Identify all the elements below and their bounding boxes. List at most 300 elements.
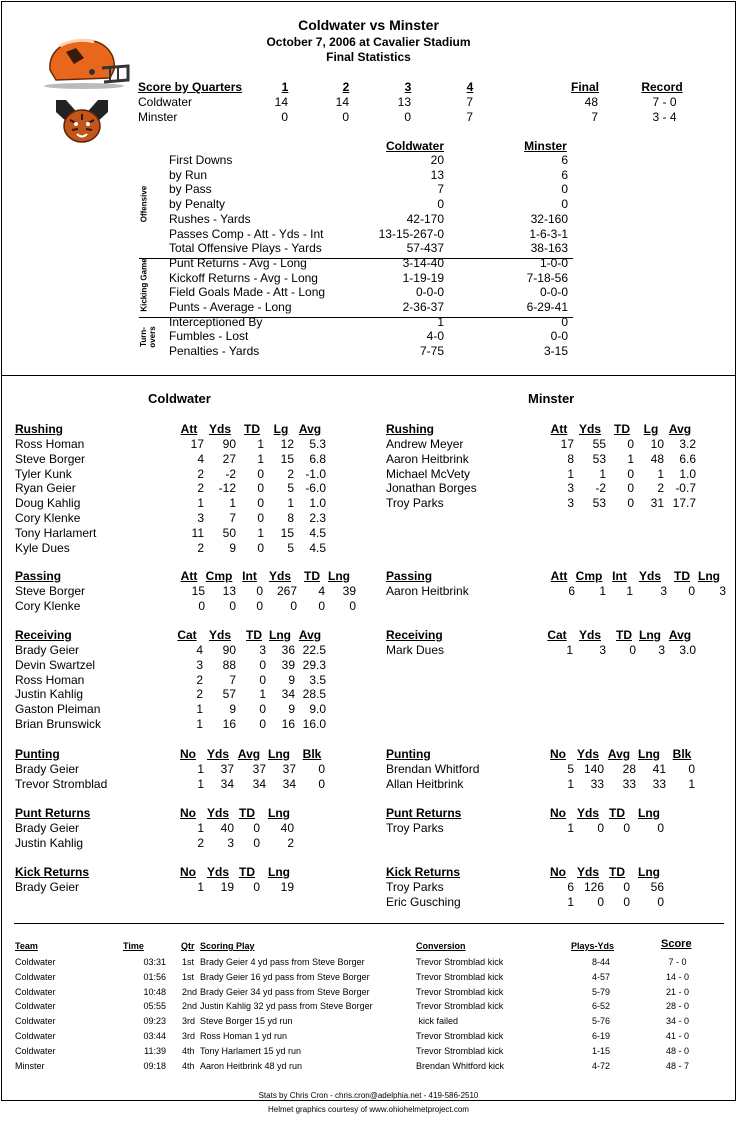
- player-stat: 40: [220, 821, 234, 835]
- player-stat: 126: [583, 880, 604, 894]
- team-stat-label: Rushes - Yards: [169, 211, 251, 226]
- team-stat-label: Punts - Average - Long: [169, 300, 292, 314]
- player-stat: 1: [599, 466, 606, 481]
- player-stat: 0: [318, 598, 325, 613]
- scoring-time: 11:39: [144, 1045, 166, 1056]
- stat-column-header: Lng: [638, 806, 660, 820]
- stat-column-header: Avg: [668, 628, 692, 642]
- player-stat: 17: [190, 437, 204, 451]
- stat-column-header: No: [180, 747, 196, 761]
- player-stat: 140: [583, 762, 604, 776]
- final-score: 7: [591, 110, 598, 124]
- player-stat: 3: [227, 835, 234, 850]
- player-stat: 17: [560, 437, 574, 451]
- player-stat: 1: [626, 584, 633, 598]
- player-stat: 36: [281, 643, 295, 657]
- quarter-1-header: 1: [281, 80, 289, 94]
- player-stat: 5: [287, 481, 294, 496]
- scoring-quarter: 4th: [182, 1045, 195, 1056]
- team-stat-away: 1-6-3-1: [529, 226, 568, 241]
- scoring-score: 7 - 0: [668, 957, 687, 967]
- player-stat: 0: [627, 481, 634, 496]
- stat-column-header: Avg: [668, 422, 692, 436]
- player-name: Kyle Dues: [15, 540, 70, 555]
- team-stat-away: 0-0: [550, 329, 568, 344]
- player-stat: 16.0: [302, 717, 326, 731]
- scoring-play: Brady Geier 34 yd pass from Steve Borger: [200, 986, 370, 997]
- player-stat: 2: [197, 540, 204, 555]
- player-name: Cory Klenke: [15, 511, 81, 525]
- scoring-quarter: 4th: [182, 1060, 195, 1071]
- team-stat-group-label: Offensive: [138, 186, 148, 223]
- stat-column-header: Yds: [206, 806, 229, 820]
- player-stat: 9: [229, 540, 236, 555]
- player-stat: 0: [259, 672, 266, 687]
- player-name: Devin Swartzel: [15, 657, 96, 672]
- team-stat-away: 0: [561, 314, 568, 329]
- team-stat-away: 6: [561, 153, 568, 167]
- player-stat: 41: [652, 762, 666, 776]
- player-stat: 0: [257, 511, 264, 525]
- team-stat-label: Passes Comp - Att - Yds - Int: [169, 226, 324, 241]
- team-stat-home: 2-36-37: [402, 300, 444, 314]
- stat-column-header: Att: [550, 569, 568, 583]
- stat-column-header: Avg: [298, 628, 322, 642]
- scoring-play: Tony Harlamert 15 yd run: [200, 1045, 302, 1056]
- player-stat: 267: [276, 584, 297, 598]
- scoring-play: Ross Homan 1 yd run: [200, 1031, 288, 1041]
- stat-column-header: Avg: [298, 422, 322, 436]
- player-stat: 3: [197, 511, 204, 525]
- team-record: 7 - 0: [652, 95, 677, 109]
- stat-column-header: Cmp: [205, 569, 233, 583]
- team-stat-home: 1: [437, 314, 444, 329]
- player-name: Brady Geier: [15, 821, 80, 835]
- player-stat: 2: [287, 466, 294, 481]
- scoring-score: 48 - 7: [665, 1060, 689, 1071]
- player-stat: 3: [658, 643, 665, 657]
- footer-helmet-credit: Helmet graphics courtesy of www.ohiohelmetproject.com: [268, 1105, 469, 1114]
- player-name: Aaron Heitbrink: [386, 451, 469, 466]
- player-name: Mark Dues: [386, 643, 445, 657]
- scoring-play: Justin Kahlig 32 yd pass from Steve Borger: [200, 1001, 373, 1012]
- player-stat: 1: [567, 776, 574, 791]
- scoring-team: Coldwater: [15, 957, 56, 967]
- player-stat: 5.3: [309, 437, 326, 451]
- scoring-play: Aaron Heitbrink 48 yd run: [200, 1060, 303, 1071]
- player-stat: 12: [280, 437, 294, 451]
- player-stat: 2: [197, 835, 204, 850]
- scoring-conversion: Trevor Stromblad kick: [416, 986, 504, 997]
- player-stat: 0: [198, 598, 205, 613]
- stat-column-header: Int: [612, 569, 627, 583]
- player-stat: 0: [688, 762, 695, 776]
- player-stat: 9: [229, 702, 236, 717]
- player-stat: 16: [222, 717, 236, 731]
- scoring-conversion: Trevor Stromblad kick: [416, 1045, 504, 1056]
- scoring-plays-yds: 5-79: [591, 986, 610, 997]
- player-stat: 34: [220, 776, 234, 791]
- scoring-header-plays-yds: Plays-Yds: [571, 941, 615, 951]
- player-name: Tony Harlamert: [15, 525, 97, 540]
- scoring-header-play: Scoring Play: [200, 941, 255, 951]
- page-title: Coldwater vs Minster: [298, 17, 439, 33]
- stat-section-title: Kick Returns: [386, 865, 461, 879]
- player-stat: 0: [629, 643, 636, 657]
- stat-column-header: Lng: [698, 569, 720, 583]
- player-stat: 3: [567, 496, 574, 511]
- player-stat: 0: [623, 880, 630, 894]
- stat-column-header: Lng: [638, 747, 660, 761]
- scoring-time: 09:23: [143, 1016, 166, 1027]
- player-stat: 0: [318, 776, 325, 791]
- player-stat: 1: [197, 776, 204, 791]
- player-stat: 56: [650, 880, 664, 894]
- team-stat-label: Penalties - Yards: [169, 344, 260, 359]
- team-stat-away: 3-15: [543, 344, 568, 359]
- team-stat-home: 3-14-40: [402, 255, 444, 270]
- scoring-score: 34 - 0: [665, 1016, 689, 1027]
- player-stat: 1: [567, 466, 574, 481]
- player-stat: 0: [253, 835, 260, 850]
- player-name: Justin Kahlig: [15, 835, 84, 850]
- player-stat: 5: [287, 540, 294, 555]
- team-stat-group-label: Kicking Game: [138, 258, 148, 312]
- player-stat: 3: [719, 584, 726, 598]
- player-stat: 10: [650, 437, 664, 451]
- player-stat: 6.8: [309, 451, 326, 466]
- player-stat: 0: [259, 717, 266, 731]
- team-stat-home: 0: [437, 197, 444, 212]
- stat-column-header: TD: [614, 422, 630, 436]
- scoring-conversion: Trevor Stromblad kick: [416, 1001, 504, 1012]
- player-stat: 4.5: [309, 525, 326, 540]
- stat-column-header: Yds: [576, 747, 599, 761]
- player-stat: 2: [197, 481, 204, 496]
- team-stat-label: Field Goals Made - Att - Long: [169, 285, 326, 300]
- player-name: Brady Geier: [15, 880, 80, 894]
- stat-column-header: TD: [239, 865, 255, 879]
- team-stat-home: 0-0-0: [415, 285, 444, 300]
- player-stat: 3.5: [309, 672, 326, 687]
- player-stat: 0: [627, 437, 634, 451]
- stat-column-header: Cmp: [575, 569, 603, 583]
- player-stat: 90: [222, 643, 236, 657]
- player-stat: 0: [349, 598, 356, 613]
- player-stat: 4: [197, 451, 204, 466]
- scoring-quarter: 3rd: [182, 1031, 196, 1041]
- scoring-score: 14 - 0: [665, 971, 689, 982]
- stat-column-header: Yds: [208, 422, 231, 436]
- scoring-conversion: Trevor Stromblad kick: [416, 1031, 504, 1041]
- scoring-plays-yds: 1-15: [591, 1045, 610, 1056]
- quarter-4-header: 4: [466, 80, 474, 94]
- scoring-plays-yds: 5-76: [591, 1016, 610, 1027]
- team-stat-label: by Run: [169, 167, 208, 182]
- team-stat-group-label: Turn- overs: [138, 326, 157, 348]
- player-stat: 3: [259, 643, 266, 657]
- stat-section-title: Rushing: [15, 422, 63, 436]
- stat-section-title: Kick Returns: [15, 865, 90, 879]
- stat-column-header: TD: [674, 569, 690, 583]
- player-stat: 0: [256, 584, 263, 598]
- player-stat: 0: [253, 880, 260, 894]
- player-stat: 88: [222, 657, 236, 672]
- team-stat-home: 57-437: [406, 241, 444, 256]
- stat-column-header: Yds: [576, 865, 599, 879]
- individual-left-team: Coldwater: [148, 391, 211, 406]
- player-stat: 3: [196, 657, 203, 672]
- player-stat: -2: [595, 481, 606, 496]
- player-stat: 1: [287, 496, 294, 511]
- player-stat: 2: [196, 687, 203, 702]
- player-stat: 0: [623, 894, 630, 909]
- player-stat: 5: [567, 762, 574, 776]
- stat-column-header: No: [550, 747, 566, 761]
- team-stat-label: Total Offensive Plays - Yards: [169, 241, 322, 256]
- scoring-play: Brady Geier 16 yd pass from Steve Borger: [200, 971, 370, 982]
- player-stat: 39: [281, 657, 295, 672]
- scoring-team: Coldwater: [15, 1031, 56, 1041]
- player-stat: 0: [597, 894, 604, 909]
- team-stat-label: Kickoff Returns - Avg - Long: [169, 270, 318, 285]
- footer-credit: Stats by Chris Cron - chris.cron@adelphia.net - 419-586-2510: [258, 1091, 479, 1100]
- scoring-team: Coldwater: [15, 986, 56, 997]
- player-stat: 0: [657, 821, 664, 835]
- scoring-quarter: 2nd: [182, 1001, 198, 1012]
- team-stat-away: 0-0-0: [539, 285, 568, 300]
- player-name: Michael McVety: [386, 466, 471, 481]
- player-stat: 39: [342, 584, 356, 598]
- player-stat: 3.0: [679, 643, 696, 657]
- player-stat: 3: [567, 481, 574, 496]
- player-stat: 34: [252, 776, 266, 791]
- player-stat: 33: [622, 776, 636, 791]
- player-stat: 0: [290, 598, 297, 613]
- stat-column-header: No: [550, 865, 566, 879]
- team-stat-away: 6-29-41: [526, 300, 568, 314]
- scoring-time: 03:44: [143, 1031, 166, 1041]
- stat-column-header: Cat: [547, 628, 567, 642]
- player-stat: 1: [197, 496, 204, 511]
- player-stat: 0: [259, 657, 266, 672]
- player-stat: 37: [220, 762, 234, 776]
- scoring-quarter: 3rd: [182, 1016, 196, 1027]
- scoring-team: Coldwater: [15, 1016, 56, 1027]
- stat-column-header: Avg: [237, 747, 261, 761]
- player-stat: 2: [196, 672, 203, 687]
- scoring-quarter: 2nd: [182, 986, 198, 997]
- team-stat-home: 13-15-267-0: [378, 226, 444, 241]
- team-stat-home: 42-170: [406, 211, 444, 226]
- player-stat: 7: [229, 511, 236, 525]
- stat-column-header: Yds: [206, 865, 229, 879]
- player-stat: 1: [197, 762, 204, 776]
- team-stat-label: by Penalty: [169, 197, 226, 212]
- player-name: Brian Brunswick: [15, 717, 102, 731]
- player-stat: 0: [597, 821, 604, 835]
- player-stat: -6.0: [305, 481, 326, 496]
- player-stat: 0: [623, 821, 630, 835]
- player-stat: 33: [652, 776, 666, 791]
- stat-column-header: TD: [244, 422, 260, 436]
- stat-section-title: Passing: [386, 569, 433, 583]
- scoring-divider: [14, 923, 724, 924]
- player-name: Eric Gusching: [386, 894, 461, 909]
- scoring-team: Coldwater: [15, 1001, 56, 1012]
- scoring-header-team: Team: [15, 941, 38, 951]
- stat-column-header: Att: [550, 422, 568, 436]
- player-stat: 19: [280, 880, 294, 894]
- quarter-2-header: 2: [342, 80, 350, 94]
- player-stat: 11: [191, 525, 204, 540]
- player-stat: 7: [229, 672, 236, 687]
- player-stat: 53: [592, 451, 606, 466]
- stat-column-header: Yds: [268, 569, 291, 583]
- player-stat: 90: [222, 437, 236, 451]
- minster-tiger-logo: [52, 96, 112, 148]
- team-stat-away: 0: [561, 197, 568, 212]
- scoring-time: 03:31: [143, 957, 166, 967]
- stat-column-header: Lng: [268, 747, 290, 761]
- stat-column-header: Att: [180, 422, 198, 436]
- team-stat-label: First Downs: [169, 153, 233, 167]
- player-stat: 40: [280, 821, 294, 835]
- player-stat: 9: [288, 702, 295, 717]
- scoring-time: 09:18: [143, 1060, 166, 1071]
- player-stat: 0: [256, 598, 263, 613]
- scoring-header-time: Time: [123, 941, 144, 951]
- player-stat: 1: [688, 776, 695, 791]
- player-stat: 57: [222, 687, 236, 702]
- player-stat: 9: [288, 672, 295, 687]
- section-divider: [1, 375, 736, 376]
- stat-section-title: Passing: [15, 569, 62, 583]
- team-stat-away: 32-160: [530, 211, 568, 226]
- scoring-plays-yds: 6-52: [591, 1001, 610, 1012]
- player-stat: 0: [657, 894, 664, 909]
- scoring-time: 10:48: [143, 986, 166, 997]
- stat-column-header: Yds: [576, 806, 599, 820]
- scoring-header-qtr: Qtr: [181, 941, 195, 951]
- player-stat: 0: [257, 466, 264, 481]
- player-stat: 6.6: [679, 451, 696, 466]
- team-stat-home: 4-0: [426, 329, 444, 344]
- player-stat: -1.0: [305, 466, 326, 481]
- team-stat-home: 7-75: [419, 344, 444, 359]
- scoring-conversion: kick failed: [416, 1016, 459, 1027]
- stat-column-header: Lng: [639, 628, 661, 642]
- team-stat-label: Interceptioned By: [169, 314, 263, 329]
- team-stat-away: 0: [561, 182, 568, 197]
- team-stat-label: Fumbles - Lost: [169, 329, 249, 344]
- player-stat: 6: [568, 584, 575, 598]
- scoring-plays-yds: 6-19: [591, 1031, 610, 1041]
- stat-column-header: Lng: [268, 806, 290, 820]
- scoring-quarter: 1st: [182, 971, 195, 982]
- player-stat: 3.2: [679, 437, 696, 451]
- quarter-score: 0: [404, 110, 411, 124]
- stat-section-title: Punting: [386, 747, 431, 761]
- stat-column-header: Blk: [672, 747, 692, 761]
- page-subtitle: October 7, 2006 at Cavalier Stadium: [266, 35, 471, 49]
- scoring-score: 48 - 0: [665, 1045, 689, 1056]
- scoring-conversion: Trevor Stromblad kick: [416, 971, 504, 982]
- team-stat-label: Punt Returns - Avg - Long: [169, 255, 307, 270]
- player-stat: 1: [257, 525, 264, 540]
- stat-column-header: TD: [616, 628, 632, 642]
- team-stat-home: 1-19-19: [402, 270, 444, 285]
- player-stat: 48: [650, 451, 664, 466]
- record-header: Record: [641, 80, 683, 94]
- player-stat: 1: [657, 466, 664, 481]
- scoring-plays-yds: 8-44: [591, 957, 610, 967]
- player-stat: 1.0: [679, 466, 696, 481]
- player-stat: 0: [688, 584, 695, 598]
- team-stat-away: 7-18-56: [526, 270, 568, 285]
- player-name: Cory Klenke: [15, 598, 81, 613]
- quarter-score: 0: [281, 110, 288, 124]
- stat-section-title: Punt Returns: [386, 806, 462, 820]
- player-stat: 28: [622, 762, 636, 776]
- stat-section-title: Receiving: [15, 628, 72, 642]
- scoring-time: 01:56: [143, 971, 166, 982]
- stat-column-header: Blk: [302, 747, 322, 761]
- stat-column-header: TD: [609, 865, 625, 879]
- stat-column-header: Att: [180, 569, 198, 583]
- player-stat: 29.3: [302, 657, 326, 672]
- player-stat: 34: [282, 776, 296, 791]
- player-stat: 37: [282, 762, 296, 776]
- player-name: Tyler Kunk: [15, 466, 72, 481]
- player-stat: 1: [257, 451, 264, 466]
- player-stat: 2: [657, 481, 664, 496]
- player-stat: 4: [318, 584, 325, 598]
- player-stat: 1: [599, 584, 606, 598]
- player-name: Aaron Heitbrink: [386, 584, 469, 598]
- stat-section-title: Rushing: [386, 422, 434, 436]
- scoring-score: 28 - 0: [665, 1001, 689, 1012]
- scoring-plays-yds: 4-72: [591, 1060, 610, 1071]
- quarter-score: 14: [274, 95, 288, 109]
- team-stat-home: 13: [430, 167, 444, 182]
- scoring-time: 05:55: [143, 1001, 166, 1012]
- player-stat: 37: [252, 762, 266, 776]
- player-stat: 0: [257, 496, 264, 511]
- player-stat: 1: [196, 717, 203, 731]
- player-stat: 0: [627, 466, 634, 481]
- player-stat: 1: [567, 894, 574, 909]
- player-stat: 4.5: [309, 540, 326, 555]
- player-stat: -0.7: [675, 481, 696, 496]
- scoring-quarter: 1st: [182, 957, 195, 967]
- scoring-play: Brady Geier 4 yd pass from Steve Borger: [200, 957, 365, 967]
- player-stat: 6: [567, 880, 574, 894]
- player-stat: 1: [197, 880, 204, 894]
- player-stat: 1: [567, 821, 574, 835]
- player-stat: 13: [222, 584, 236, 598]
- stat-column-header: Avg: [607, 747, 631, 761]
- scoring-conversion: Trevor Stromblad kick: [416, 957, 504, 967]
- scoring-conversion: Brendan Whitford kick: [416, 1060, 505, 1071]
- player-stat: 50: [222, 525, 236, 540]
- player-stat: 2.3: [309, 511, 326, 525]
- scoring-score: 41 - 0: [665, 1031, 689, 1041]
- stat-column-header: No: [180, 865, 196, 879]
- player-stat: 0: [257, 540, 264, 555]
- scoring-team: Minster: [15, 1060, 45, 1071]
- player-stat: 15: [191, 584, 205, 598]
